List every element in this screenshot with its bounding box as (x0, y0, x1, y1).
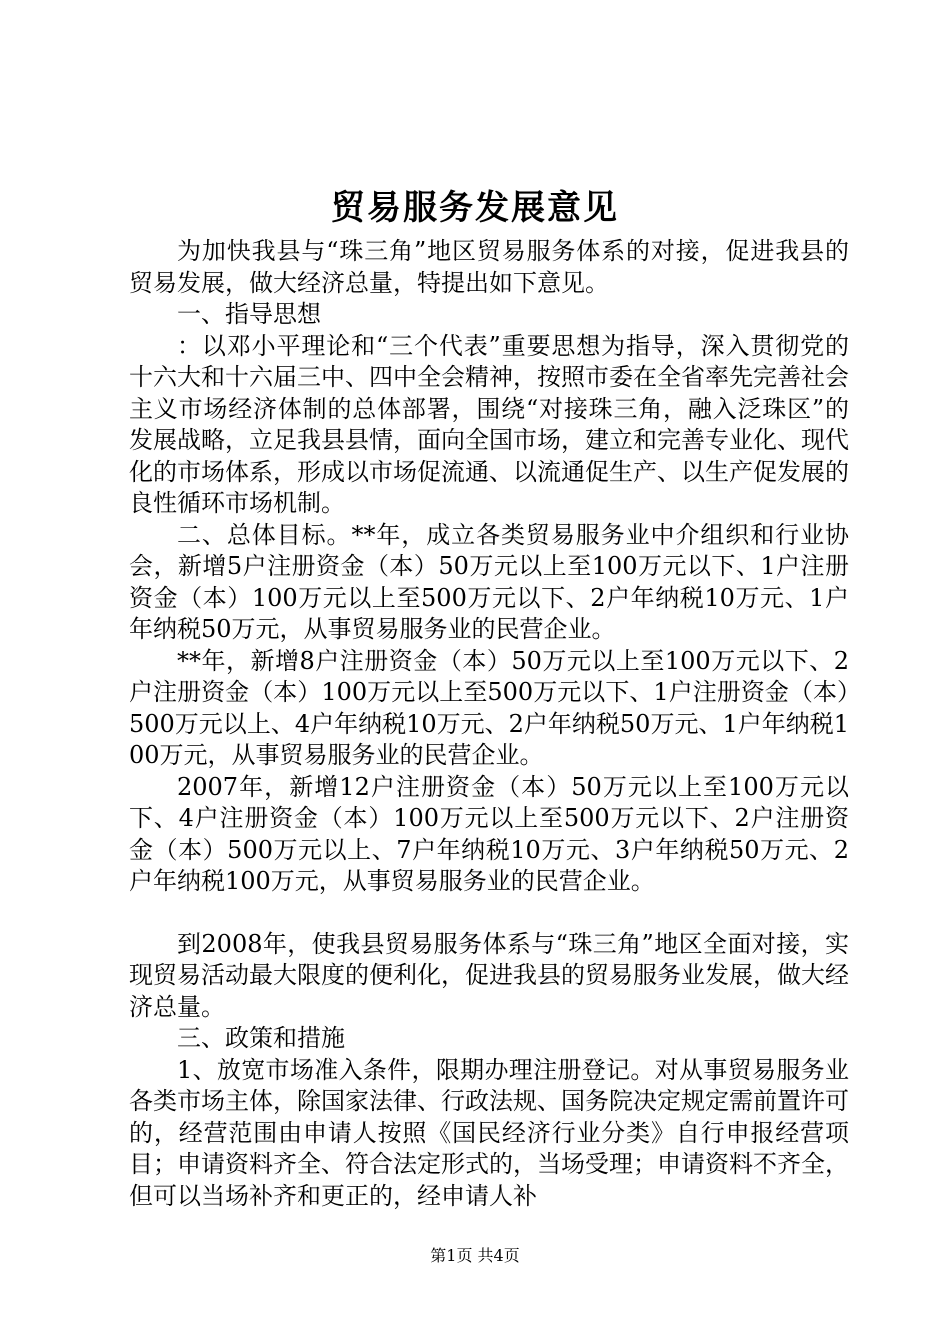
document-title: 贸易服务发展意见 (331, 188, 619, 228)
page-footer: 第1页 共4页 (430, 1246, 520, 1265)
paragraph-year-two-goal: **年，新增8户注册资金（本）50万元以上至100万元以下、2户注册资金（本）100万元以上至500万元以下、1户注册资金（本）500万元以上、4户年纳税10万元、2户年纳税50万元、1户年纳税100万元，从事贸易服务业的民营企业。 (129, 646, 849, 769)
paragraph-2008-goal: 到2008年，使我县贸易服务体系与“珠三角”地区全面对接，实现贸易活动最大限度的便利化，促进我县的贸易服务业发展，做大经济总量。 (129, 929, 849, 1021)
paragraph-measure-1: 1、放宽市场准入条件，限期办理注册登记。对从事贸易服务业各类市场主体，除国家法律、行政法规、国务院决定规定需前置许可的，经营范围由申请人按照《国民经济行业分类》自行申报经营项目；申请资料齐全、符合法定形式的，当场受理；申请资料不齐全，但可以当场补齐和更正的，经申请人补 (129, 1055, 849, 1210)
heading-policies-measures: 三、政策和措施 (177, 1024, 345, 1052)
document-body (129, 236, 849, 1212)
paragraph-intro: 为加快我县与“珠三角”地区贸易服务体系的对接，促进我县的贸易发展，做大经济总量，特提出如下意见。 (129, 237, 849, 297)
paragraph-2007-goal: 2007年，新增12户注册资金（本）50万元以上至100万元以下、4户注册资金（本）100万元以上至500万元以下、2户注册资金（本）500万元以上、7户年纳税10万元、3户年纳税50万元、2户年纳税100万元，从事贸易服务业的民营企业。 (129, 772, 849, 895)
paragraph-guiding-ideology: ：以邓小平理论和“三个代表”重要思想为指导，深入贯彻党的十六大和十六届三中、四中全会精神，按照市委在全省率先完善社会主义市场经济体制的总体部署，围绕“对接珠三角，融入泛珠区”的发展战略，立足我县县情，面向全国市场，建立和完善专业化、现代化的市场体系，形成以市场促流通、以流通促生产、以生产促发展的良性循环市场机制。 (129, 331, 849, 517)
paragraph-overall-goal: 二、总体目标。**年，成立各类贸易服务业中介组织和行业协会，新增5户注册资金（本）50万元以上至100万元以下、1户注册资金（本）100万元以上至500万元以下、2户年纳税10万元、1户年纳税50万元，从事贸易服务业的民营企业。 (129, 520, 849, 643)
heading-guiding-ideology: 一、指导思想 (177, 300, 321, 328)
